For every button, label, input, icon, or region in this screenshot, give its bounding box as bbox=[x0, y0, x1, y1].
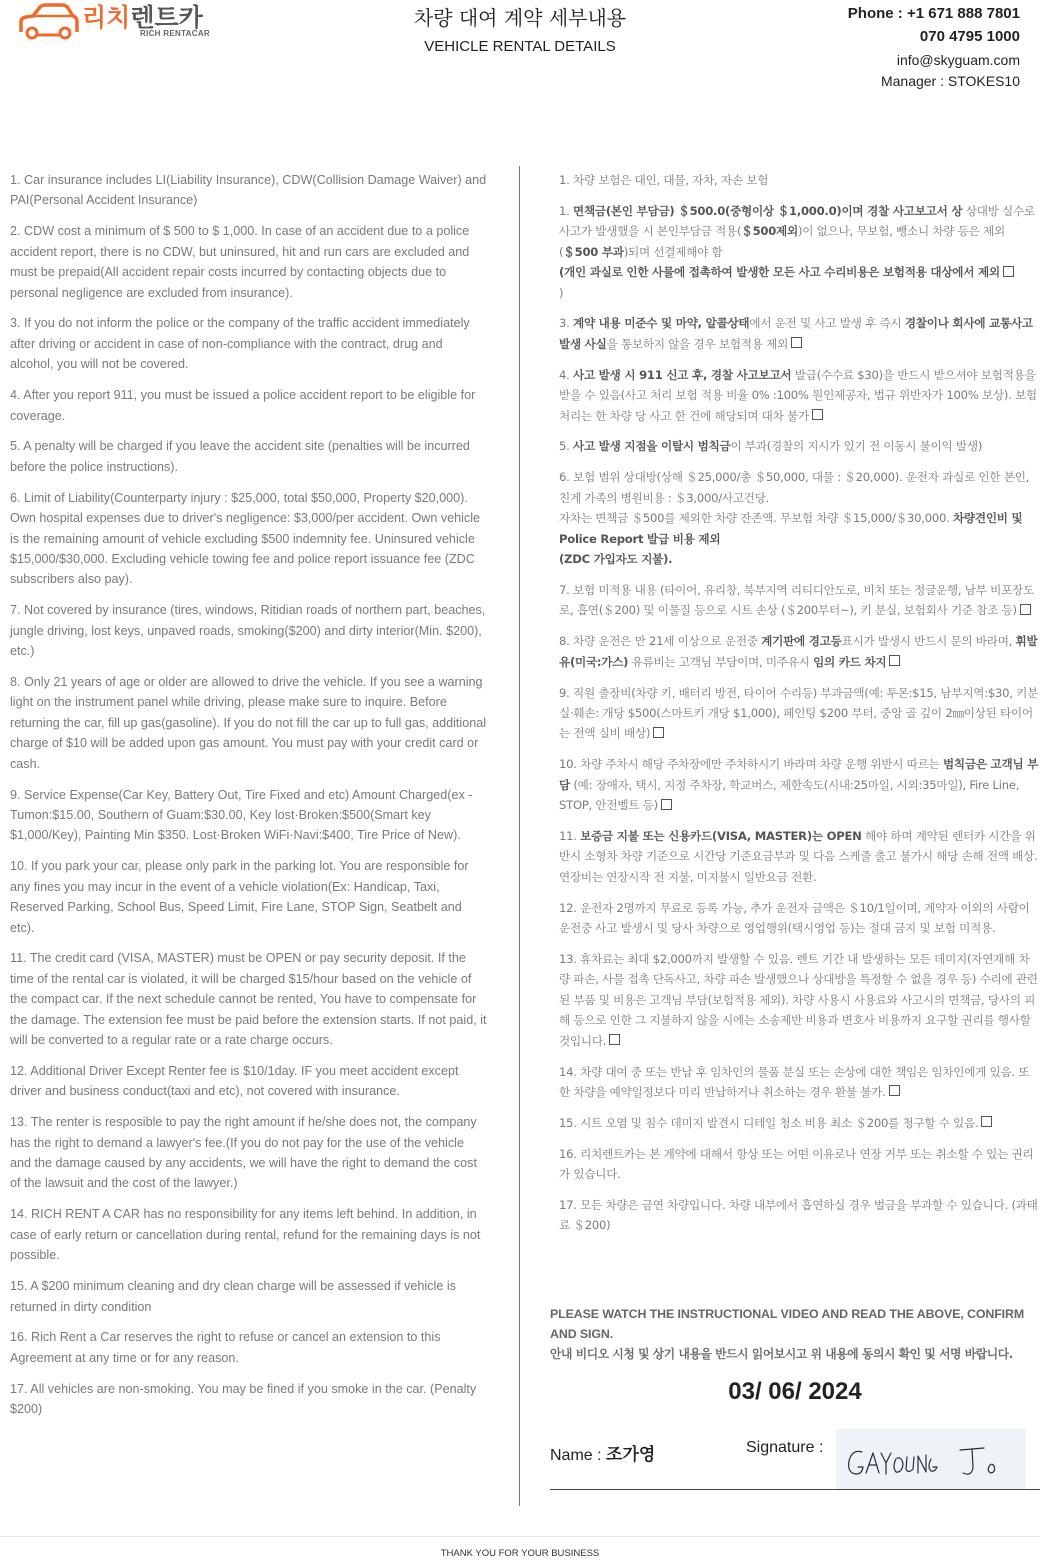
term-ko-1: 1. 차량 보험은 대인, 대물, 자차, 자손 보험 bbox=[559, 173, 769, 187]
contract-date: 03/ 06/ 2024 bbox=[728, 1378, 862, 1405]
term-en-1: 1. Car insurance includes LI(Liability Insurance), CDW(Collision Damage Waiver) and PAI(Personal Accident Insurance) bbox=[10, 173, 487, 208]
agree-checkbox-4[interactable] bbox=[812, 409, 823, 420]
term-en-14: 14. RICH RENT A CAR has no responsibility for any items left behind. In addition, in case of early return or cancellation during rental, refund for the remaining days is not possible. bbox=[10, 1207, 481, 1263]
term-en-15: 15. A $200 minimum cleaning and dry clean charge will be assessed if vehicle is returned in dirty condition bbox=[10, 1279, 456, 1314]
term-ko-11: 11. 보증금 지불 또는 신용카드(VISA, MASTER)는 OPEN 해야 하며 계약된 렌터카 시간을 위반시 소형차 차량 기준으로 시간당 기준요금부과 및 다음 스케줄 출고 불가시 해당 손해 전액 배상. 연장비는 연장시작 전 지불, 미지불시 일반요금 전환. bbox=[559, 828, 1038, 884]
term-ko-8: 8. 차량 운전은 만 21세 이상으로 운전중 계기판에 경고등표시가 발생시 반드시 문의 바라며, 휘발유(미국:가스) 유류비는 고객님 부담이며, 미주유시 임의 카드 차지 bbox=[559, 634, 1038, 669]
term-ko-2: 1. 면책금(본인 부담금) ＄500.0(중형이상 ＄1,000.0)이며 경찰 사고보고서 상 상대방 실수로 사고가 발생했을 시 본인부담금 적용(＄500제외)이 없으나, 무보험, 뺑소니 차량 등은 제외(＄500 부과)되며 선결제해야 함 (개인 과실로 인한 사물에 접촉하여 발생한 모든 사고 수리비용은 보험적용 대상에서 제외 ) bbox=[559, 203, 1035, 300]
term-en-10: 10. If you park your car, please only park in the parking lot. You are responsible for any fines you may incur in the event of a vehicle violation(Ex: Handicap, Taxi, Reserved Parking, School Bus, Speed Limit, Fire Lane, STOP Sign, Seatbelt and etc). bbox=[10, 859, 469, 935]
term-ko-16: 16. 리치렌트카는 본 계약에 대해서 항상 또는 어떤 이유로나 연장 거부 또는 취소할 수 있는 권리가 있습니다. bbox=[559, 1146, 1034, 1182]
agree-checkbox-9[interactable] bbox=[653, 727, 664, 738]
agree-checkbox-15[interactable] bbox=[981, 1116, 992, 1127]
term-en-17: 17. All vehicles are non-smoking. You may be fined if you smoke in the car. (Penalty $200) bbox=[10, 1381, 477, 1417]
term-en-2: 2. CDW cost a minimum of $ 500 to $ 1,000. In case of an accident due to a police accident report, there is no CDW, but uninsured, hit and run cars are excluded and must be prepaid(All accident repair costs incurred by contacting objects due to personal negligence are excluded from insurance). bbox=[10, 224, 470, 300]
phone-secondary: 070 4795 1000 bbox=[919, 28, 1020, 45]
signature-label: Signature : bbox=[746, 1439, 824, 1456]
logo-subtitle: RICH RENTACAR bbox=[140, 29, 210, 38]
term-en-16: 16. Rich Rent a Car reserves the right to refuse or cancel an extension to this Agreement at any time or for any reason. bbox=[10, 1330, 441, 1365]
footer-thanks: THANK YOU FOR YOUR BUSINESS bbox=[440, 1548, 600, 1559]
term-ko-12: 12. 운전자 2명까지 무료로 등록 가능, 추가 운전자 금액은 ＄10/1일이며, 계약자 이외의 사람이 운전중 사고 발생시 및 당사 차량으로 영업행위(택시영업 등)는 절대 금지 및 보험 미적용. bbox=[559, 900, 1030, 936]
term-en-12: 12. Additional Driver Except Renter fee is $10/1day. IF you meet accident except driver and business conduct(taxi and etc), not covered with insurance. bbox=[10, 1063, 459, 1099]
term-en-9: 9. Service Expense(Car Key, Battery Out, Tire Fixed and etc) Amount Charged(ex - Tumon:$15.00, Southern of Guam:$30.00, Key lost·Broken:$500(Smart key $1,000/Key), Painting Min $350. Lost·Broken WiFi·Navi:$400, Tire Price of New). bbox=[10, 787, 473, 843]
term-en-8: 8. Only 21 years of age or older are allowed to drive the vehicle. If you see a warning light on the instrument panel while driving, please make sure to inquire. Before returning the car, fill up gas(gasoline). If you do not fill the car up to full gas, additional charge of $10 will be added upon gas amount. You must pay with your credit card or cash. bbox=[10, 675, 487, 771]
agree-checkbox-8[interactable] bbox=[889, 655, 900, 666]
name-value: 조가영 bbox=[606, 1445, 656, 1465]
agree-checkbox-2[interactable] bbox=[1003, 266, 1014, 277]
term-en-7: 7. Not covered by insurance (tires, windows, Ritidian roads of northern part, beaches, jungle driving, lost keys, unpaved roads, smoking($200) and dirty interior(Min. $200), etc.) bbox=[10, 603, 486, 659]
document-title-korean: 차량 대여 계약 세부내용 bbox=[413, 6, 627, 30]
term-ko-15: 15. 시트 오염 및 침수 데미지 발견시 디테일 청소 비용 최소 ＄200를 청구할 수 있음. bbox=[559, 1113, 1040, 1133]
notice-korean: 안내 비디오 시청 및 상기 내용을 반드시 읽어보시고 위 내용에 동의시 확인 및 서명 바랍니다. bbox=[550, 1347, 1013, 1361]
agree-checkbox-13[interactable] bbox=[609, 1034, 620, 1045]
term-en-13: 13. The renter is resposible to pay the right amount if he/she does not, the company has the right to demand a lawyer's fee.(If you do not pay for the use of the vehicle and the damage caused by any accidents, we will have the right to demand the cost of the lawsuit and the cost of the lawyer.) bbox=[10, 1115, 477, 1191]
contact-block bbox=[848, 4, 1020, 92]
term-ko-14: 14. 차량 대여 중 또는 반납 후 임차인의 물품 분실 또는 손상에 대한 책임은 임차인에게 있음. 또한 차량을 예약일정보다 미리 반납하거나 취소하는 경우 환불 불가. bbox=[559, 1064, 1030, 1099]
term-ko-4: 4. 사고 발생 시 911 신고 후, 경찰 사고보고서 발급(수수료 $30)을 반드시 받으셔야 보험적용을 받을 수 있음(사고 처리 보험 적용 비율 0% :100% 원인제공자, 법규 위반자가 100% 보상). 보험처리는 한 차량 당 사고 한 건에 해당되며 대차 불가 bbox=[559, 367, 1037, 423]
notice-english: PLEASE WATCH THE INSTRUCTIONAL VIDEO AND READ THE ABOVE, CONFIRM AND SIGN. bbox=[550, 1307, 1025, 1341]
term-ko-9: 9. 직원 출장비(차량 키, 배터리 방전, 타이어 수리등) 부과금액(예: 투몬:$15, 남부지역:$30, 키분실·훼손: 개당 $500(스마트키 개당 $1,000), 페인팅 $200 부터, 중앙 골 깊이 2㎜이상된 타이어는 전액 실비 배상) bbox=[559, 685, 1039, 741]
term-en-3: 3. If you do not inform the police or the company of the traffic accident immediately after driving or accident in case of non-compliance with the contract, drug and alcohol, you will not be covered. bbox=[10, 316, 470, 372]
name-label: Name : bbox=[550, 1447, 607, 1464]
signature-pad[interactable] bbox=[836, 1429, 1026, 1489]
term-ko-17: 17. 모든 차량은 금연 차량입니다. 차량 내부에서 흡연하실 경우 벌금을 부과할 수 있습니다. (과태료 ＄200) bbox=[559, 1198, 1038, 1233]
handwritten-signature bbox=[836, 1429, 1026, 1489]
manager-id: Manager : STOKES10 bbox=[880, 73, 1020, 89]
term-ko-7: 7. 보험 미적용 내용 (타이어, 유리창, 북부지역 리티디안도로, 비치 또는 정글운행, 남부 비포장도로, 흡연(＄200) 및 이물질 등으로 시트 손상 (＄200부터~), 키 분실, 보험회사 기준 참조 등) bbox=[559, 582, 1034, 618]
column-divider bbox=[519, 166, 520, 1506]
renter-name bbox=[550, 1440, 655, 1465]
term-ko-3: 3. 계약 내용 미준수 및 마약, 알콜상태에서 운전 및 사고 발생 후 즉시 경찰이나 회사에 교통사고 발생 사실을 통보하지 않을 경우 보험적용 제외 bbox=[559, 316, 1033, 351]
term-ko-5: 5. 사고 발생 지점을 이탈시 범칙금이 부과(경찰의 지시가 있기 전 이동시 불이익 발생) bbox=[559, 439, 983, 454]
agree-checkbox-14[interactable] bbox=[889, 1085, 900, 1096]
term-en-5: 5. A penalty will be charged if you leave the accident site (penalties will be incurred before the police instructions). bbox=[10, 439, 470, 474]
term-en-6: 6. Limit of Liability(Counterparty injury : $25,000, total $50,000, Property $20,000). Own hospital expenses due to driver's negligence: $3,000/per accident. Own vehicle is the remaining amount of vehicle excluding $500 indemnity fee. Uninsured vehicle $15,000/$30,000. Excluding vehicle towing fee and police report issuance fee (ZDC subscribers also pay). bbox=[10, 490, 481, 587]
phone-primary: Phone : +1 671 888 7801 bbox=[847, 5, 1020, 22]
term-en-11: 11. The credit card (VISA, MASTER) must be OPEN or pay security deposit. If the time of the rental car is violated, it will be charged $15/hour based on the vehicle of the compact car. If the next schedule cannot be rented, You have to compensate for the damage. The extension fee must be paid before the extension starts. If not paid, it will be converted to a regular rate or a rate charge occurs. bbox=[10, 951, 487, 1048]
footer-divider bbox=[0, 1536, 1040, 1537]
term-en-4: 4. After you report 911, you must be issued a police accident report to be eligible for coverage. bbox=[10, 388, 476, 423]
document-title-english: VEHICLE RENTAL DETAILS bbox=[424, 38, 616, 55]
contact-email: info@skyguam.com bbox=[896, 52, 1020, 68]
term-ko-6: 6. 보험 범위 상대방(상해 ＄25,000/총 ＄50,000, 대물 : ＄20,000). 운전자 과실로 인한 본인, 친계 가족의 병원비용 : ＄3,000/사고건당. 자차는 면책금 ＄500를 제외한 차량 잔존액. 무보험 차량 ＄15,000/＄30,000. 차량견인비 및 Police Report 발급 비용 제외 (ZDC 가입자도 지불). bbox=[559, 470, 1030, 566]
agree-checkbox-3[interactable] bbox=[791, 337, 802, 348]
signing-notice bbox=[550, 1304, 1040, 1364]
term-ko-13: 13. 휴차료는 최대 $2,000까지 발생할 수 있음. 렌트 기간 내 발생하는 모든 데미지(자연재해 차량 파손, 사물 접촉 단독사고, 차량 파손 발생했으나 상대방을 특정할 수 없을 경우 등) 수리에 관련된 부품 및 비용은 고객님 부담(보험적용 제외). 차량 사용시 사용료와 사고시의 면책금, 당사의 피해 등으로 인한 그 지불하지 않을 시에는 소송제반 비용과 변호사 비용까지 요구할 권리를 행사할 것입니다. bbox=[559, 952, 1038, 1048]
logo-wordmark: 리치렌트카 bbox=[82, 3, 203, 32]
terms-korean bbox=[559, 170, 1040, 1246]
signature-line bbox=[550, 1489, 1040, 1490]
term-ko-10: 10. 차량 주차시 해당 주차장에만 주차하시기 바라며 차량 운행 위반시 따르는 범칙금은 고객님 부담 (예: 장애자, 택시, 지정 주차장, 학교버스, 제한속도(시내:25마일, 시외:35마일), Fire Line, STOP, 안전벨트 등) bbox=[559, 757, 1039, 813]
agree-checkbox-10[interactable] bbox=[661, 799, 672, 810]
terms-english bbox=[10, 170, 488, 1430]
agree-checkbox-7[interactable] bbox=[1020, 604, 1031, 615]
